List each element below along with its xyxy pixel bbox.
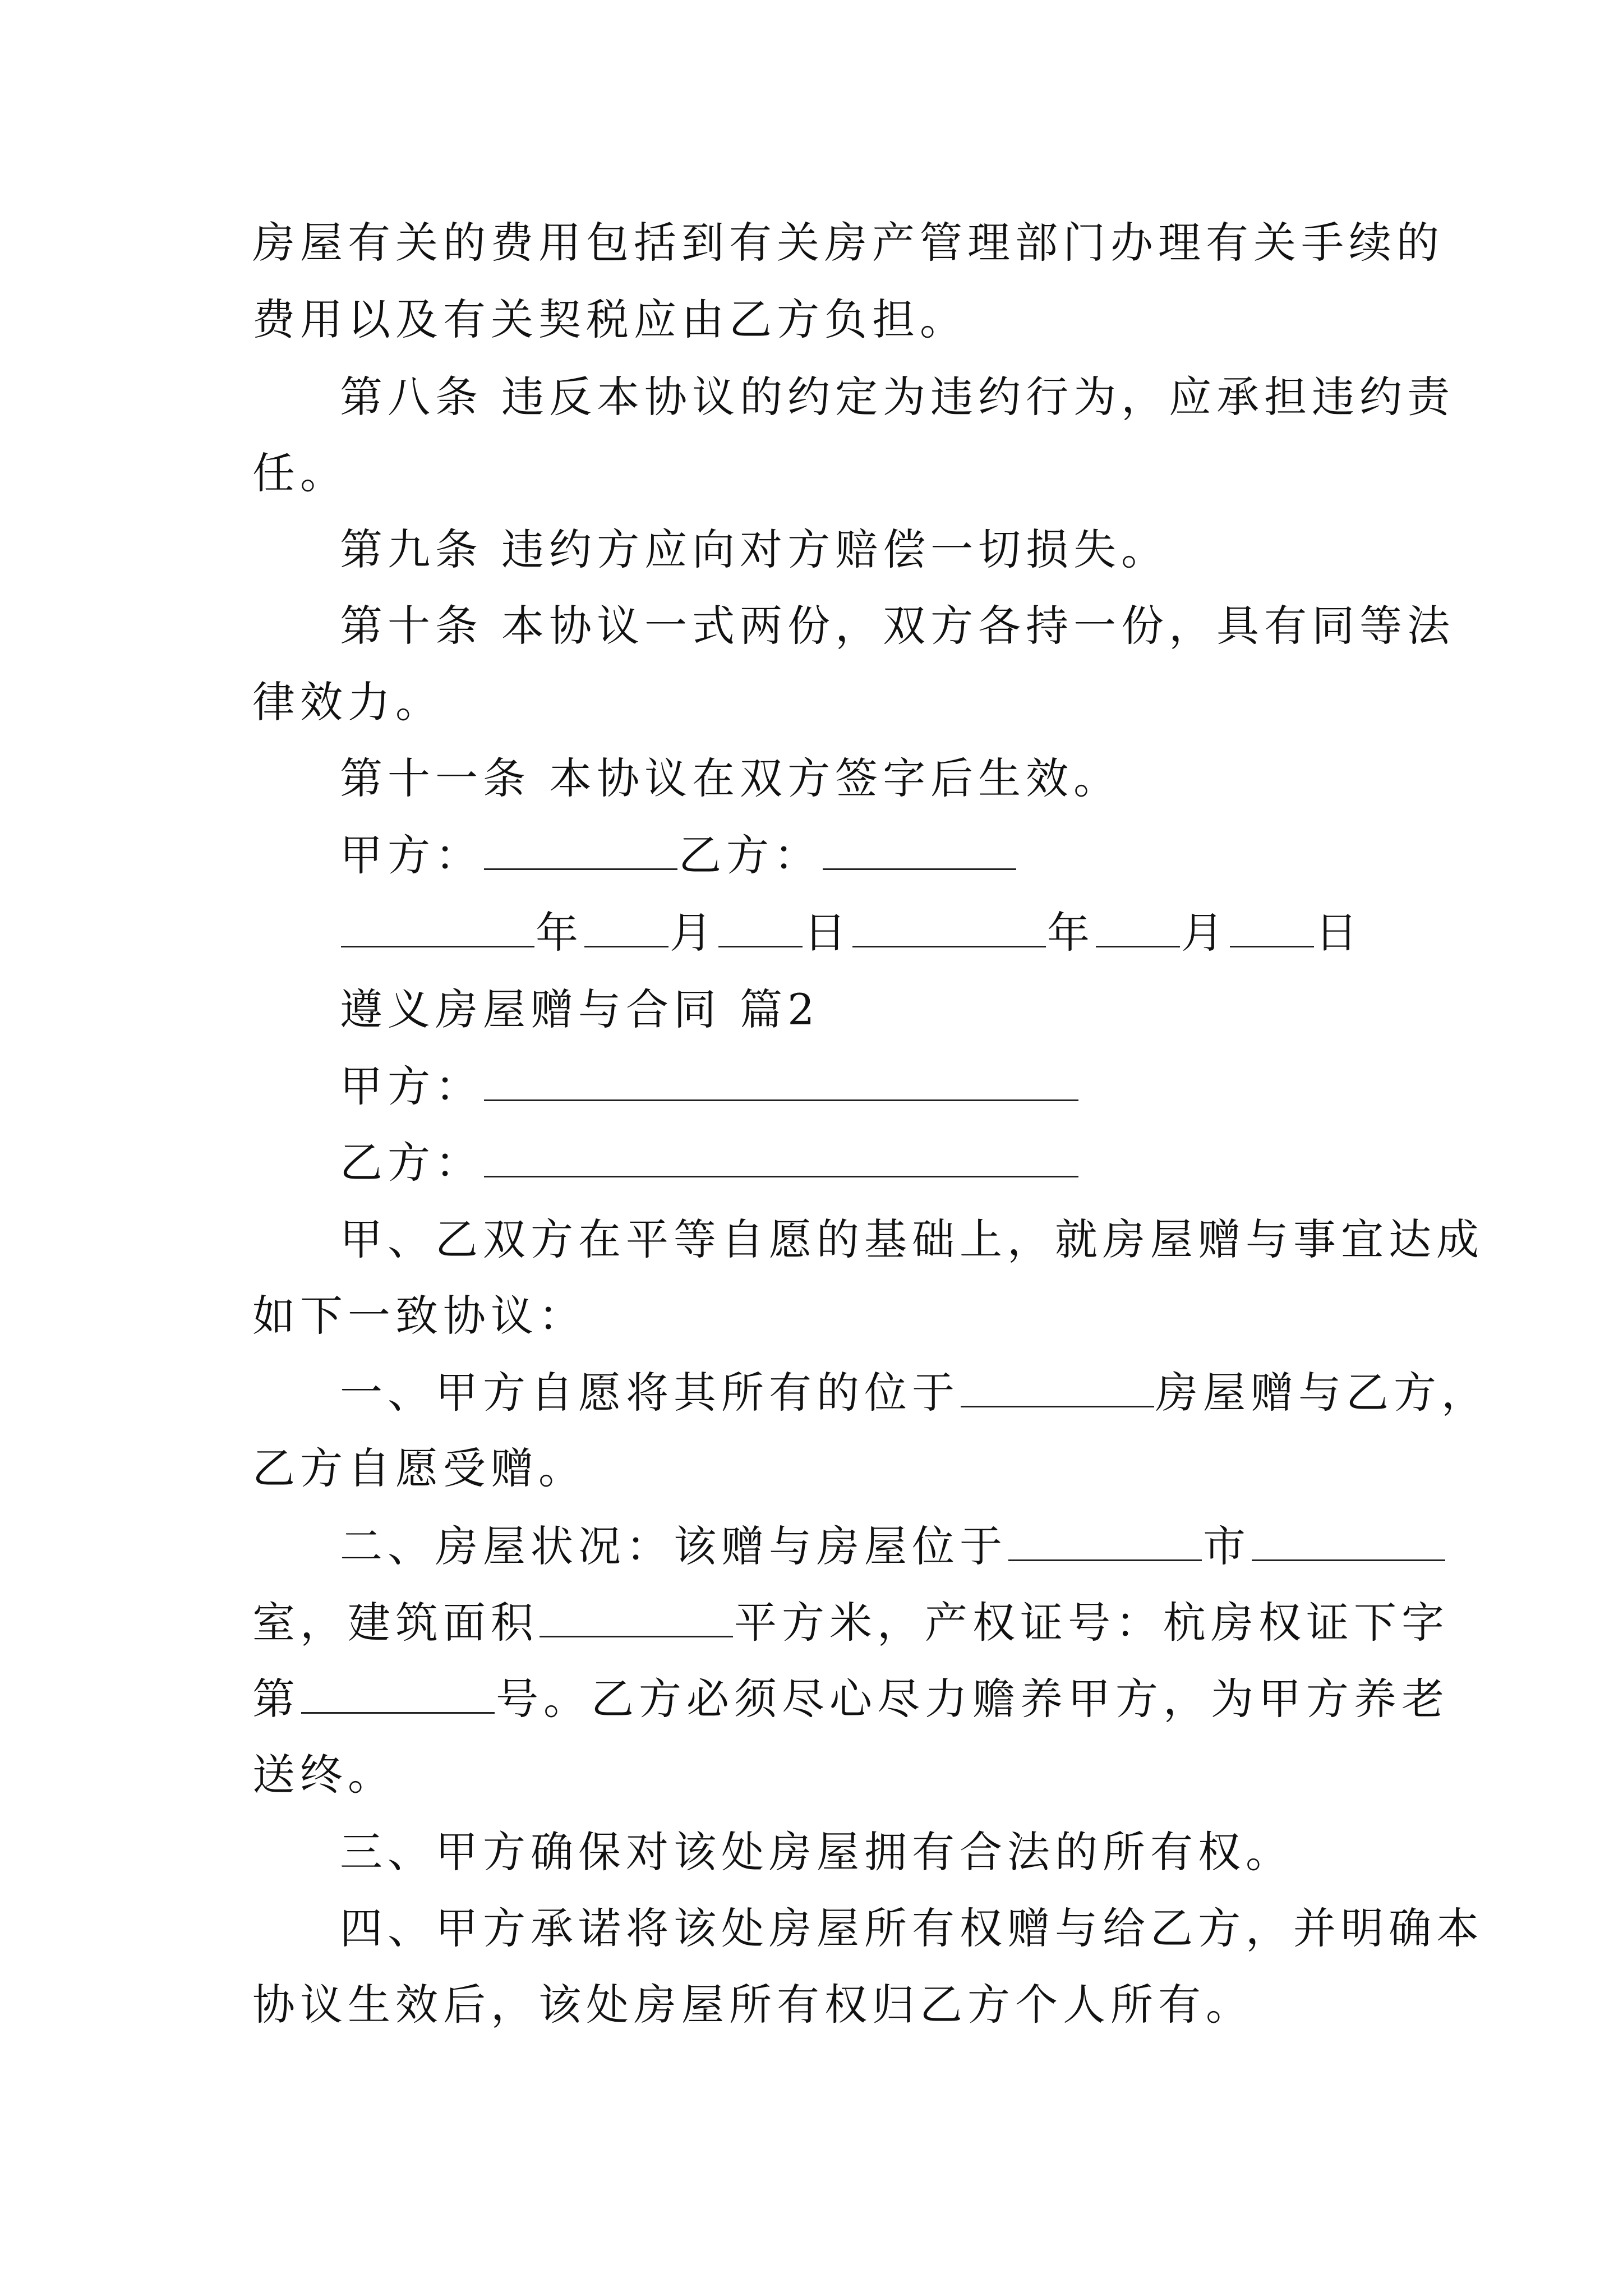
text-line: 任。 — [252, 448, 348, 498]
month-blank[interactable] — [1096, 911, 1180, 947]
clause-2-text: 第 — [252, 1674, 300, 1724]
clause-2-text: 二、房屋状况：该赠与房屋位于 — [340, 1521, 1007, 1571]
preamble: 甲、乙双方在平等自愿的基础上，就房屋赠与事宜达成 — [340, 1214, 1484, 1264]
party-b-blank[interactable] — [484, 1141, 1078, 1177]
city-blank[interactable] — [1008, 1525, 1202, 1561]
clause-2-text: 市 — [1203, 1521, 1251, 1571]
article-10: 第十条 本协议一式两份，双方各持一份，具有同等法 — [340, 601, 1455, 651]
certificate-number-blank[interactable] — [301, 1677, 495, 1714]
year-blank[interactable] — [341, 911, 534, 947]
party-b-label: 乙方： — [679, 830, 822, 880]
month-label: 月 — [1181, 908, 1229, 958]
clause-4: 四、甲方承诺将该处房屋所有权赠与给乙方，并明确本 — [340, 1903, 1484, 1953]
text-line: 乙方自愿受赠。 — [252, 1443, 586, 1493]
clause-3: 三、甲方确保对该处房屋拥有合法的所有权。 — [340, 1827, 1293, 1877]
article-8: 第八条 违反本协议的约定为违约行为，应承担违约责 — [340, 372, 1455, 422]
party-a-label: 甲方： — [340, 1061, 483, 1111]
text-line: 律效力。 — [252, 677, 443, 727]
text-line: 协议生效后，该处房屋所有权归乙方个人所有。 — [252, 1980, 1253, 2030]
text-line: 如下一致协议： — [252, 1291, 586, 1341]
date-line — [340, 908, 1363, 958]
month-blank[interactable] — [584, 911, 668, 947]
day-label: 日 — [1315, 908, 1363, 958]
party-a-blank[interactable] — [484, 834, 677, 870]
signature-line — [340, 830, 1017, 880]
text-line — [252, 1598, 1449, 1648]
year-label: 年 — [1047, 908, 1095, 958]
article-9: 第九条 违约方应向对方赔偿一切损失。 — [340, 524, 1169, 574]
clause-2-text: 室，建筑面积 — [252, 1598, 538, 1648]
clause-1-text: 一、甲方自愿将其所有的位于 — [340, 1368, 960, 1418]
day-label: 日 — [804, 908, 851, 958]
clause-1 — [340, 1368, 1489, 1418]
party-b-line — [340, 1138, 1080, 1188]
year-blank[interactable] — [852, 911, 1046, 947]
year-label: 年 — [536, 908, 583, 958]
address-blank[interactable] — [1252, 1525, 1445, 1561]
location-blank[interactable] — [961, 1371, 1154, 1407]
clause-1-text: 房屋赠与乙方， — [1155, 1368, 1489, 1418]
day-blank[interactable] — [1230, 911, 1314, 947]
month-label: 月 — [670, 908, 717, 958]
party-a-line — [340, 1061, 1080, 1111]
clause-2-text: 号。乙方必须尽心尽力赡养甲方，为甲方养老 — [496, 1674, 1449, 1724]
text-line: 送终。 — [252, 1750, 395, 1800]
text-line — [252, 1674, 1449, 1724]
party-a-label: 甲方： — [340, 830, 483, 880]
party-b-blank[interactable] — [823, 834, 1016, 870]
text-line: 房屋有关的费用包括到有关房产管理部门办理有关手续的 — [252, 218, 1444, 268]
clause-2 — [340, 1521, 1446, 1571]
party-b-label: 乙方： — [340, 1138, 483, 1188]
article-11: 第十一条 本协议在双方签字后生效。 — [340, 753, 1122, 803]
section-heading: 遵义房屋赠与合同 篇2 — [340, 984, 820, 1034]
text-line: 费用以及有关契税应由乙方负担。 — [252, 295, 967, 344]
party-a-blank[interactable] — [484, 1065, 1078, 1101]
day-blank[interactable] — [718, 911, 803, 947]
clause-2-text: 平方米，产权证号：杭房权证下字 — [734, 1598, 1449, 1648]
area-blank[interactable] — [540, 1601, 733, 1637]
